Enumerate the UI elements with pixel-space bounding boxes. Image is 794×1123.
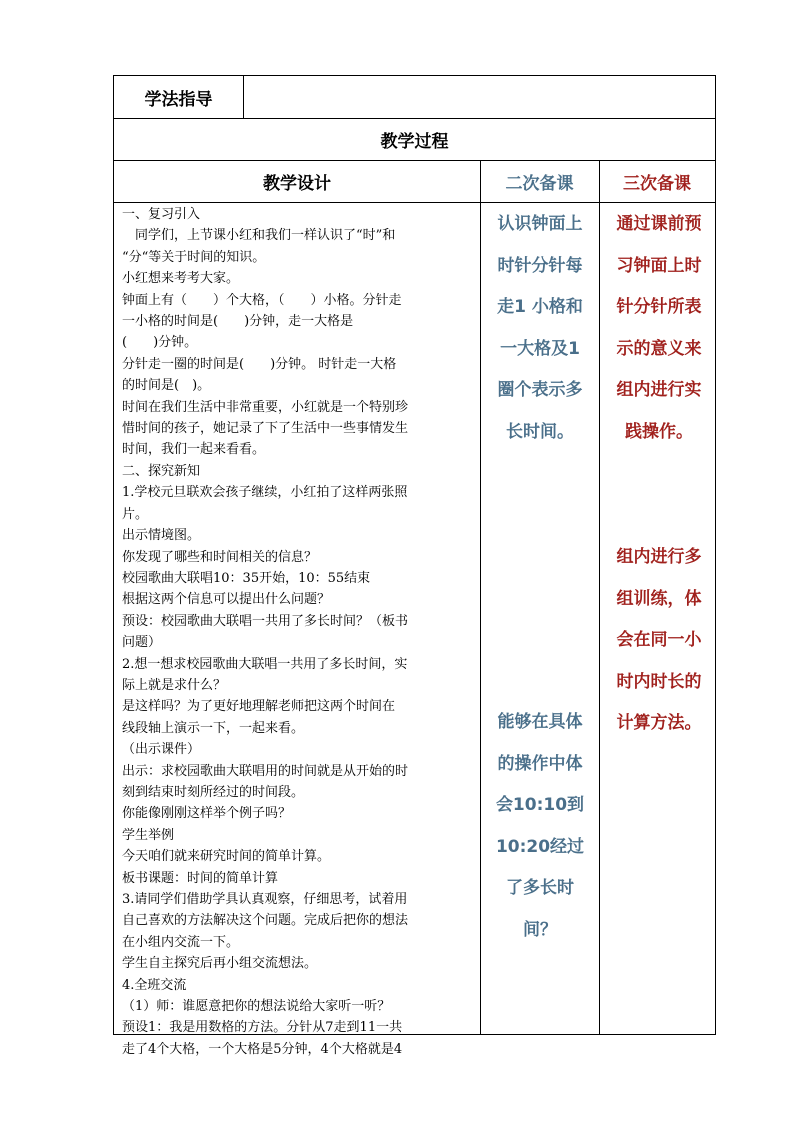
note-line: 的操作中体 bbox=[497, 753, 583, 774]
note-line: 能够在具体 bbox=[497, 712, 583, 732]
lesson-line: 你能像刚刚这样举个例子吗？ bbox=[122, 806, 292, 822]
note-line: 一大格及1 bbox=[500, 338, 580, 359]
lesson-line: 学生举例 bbox=[122, 827, 175, 843]
lesson-line: ( )分钟。 bbox=[122, 335, 198, 351]
note-line: 针分针所表 bbox=[616, 297, 702, 317]
note-line: 组内进行多 bbox=[616, 547, 702, 567]
lesson-line: 走了4个大格，一个大格是5分钟，4个大格就是4 bbox=[122, 1041, 403, 1057]
lesson-line: 学生自主探究后再小组交流想法。 bbox=[122, 956, 318, 972]
note-line: 时针分针每 bbox=[497, 255, 583, 276]
note-line: 时内时长的 bbox=[616, 671, 702, 692]
lesson-line: 你发现了哪些和时间相关的信息？ bbox=[122, 549, 318, 565]
study-guide-content bbox=[244, 76, 717, 118]
lesson-line: 是这样吗？为了更好地理解老师把这两个时间在 bbox=[122, 699, 396, 715]
lesson-line: 在小组内交流一下。 bbox=[122, 934, 240, 950]
note-line: 习钟面上时 bbox=[616, 255, 702, 276]
lesson-plan-table bbox=[113, 75, 716, 1057]
lesson-line: 板书课题：时间的简单计算 bbox=[122, 870, 279, 886]
lesson-line: 时间在我们生活中非常重要，小红就是一个特别珍 bbox=[122, 399, 409, 415]
note-line: 通过课前预 bbox=[616, 214, 702, 234]
lesson-line: 问题） bbox=[122, 635, 162, 651]
lesson-line: 1.学校元旦联欢会孩子继续，小红拍了这样两张照 bbox=[122, 485, 408, 501]
lesson-line: 出示：求校园歌曲大联唱用的时间就是从开始的时 bbox=[122, 763, 409, 779]
col-divider bbox=[599, 160, 600, 1035]
note-line: 圈个表示多 bbox=[497, 380, 583, 400]
lesson-line: 3.请同学们借助学具认真观察，仔细思考，试着用 bbox=[122, 892, 408, 907]
lesson-line: 预设：校园歌曲大联唱一共用了多长时间？（板书 bbox=[122, 613, 409, 629]
lesson-line: 同学们，上节课小红和我们一样认识了“时”和 bbox=[122, 228, 396, 244]
lesson-line: 二、探究新知 bbox=[122, 463, 201, 479]
lesson-line: 根据这两个信息可以提出什么问题？ bbox=[122, 592, 331, 608]
note-line: 认识钟面上 bbox=[497, 214, 583, 234]
process-title: 教学过程 bbox=[380, 131, 449, 152]
second-prep-note bbox=[482, 204, 598, 453]
third-prep-note bbox=[601, 537, 717, 745]
third-prep-note bbox=[601, 204, 717, 453]
lesson-line: 小红想来考考大家。 bbox=[122, 271, 240, 287]
lesson-line: 校园歌曲大联唱10：35开始，10：55结束 bbox=[122, 570, 371, 586]
lesson-line: 预设1：我是用数格的方法。分针从7走到11一共 bbox=[122, 1020, 403, 1036]
second-prep-note bbox=[482, 702, 598, 951]
note-line: 计算方法。 bbox=[616, 713, 702, 733]
lesson-line: 际上就是求什么？ bbox=[122, 677, 227, 693]
lesson-line: 线段轴上演示一下，一起来看。 bbox=[122, 720, 305, 736]
lesson-design-text bbox=[122, 204, 472, 1060]
lesson-line: （出示课件） bbox=[122, 742, 201, 758]
lesson-line: 分针走一圈的时间是( )分钟。 时针走一大格 bbox=[122, 356, 397, 372]
lesson-line: 的时间是( )。 bbox=[122, 378, 211, 394]
note-line: 会在同一小 bbox=[616, 630, 702, 650]
study-guide-label: 学法指导 bbox=[144, 89, 213, 110]
lesson-line: 一、复习引入 bbox=[122, 207, 201, 222]
second-prep-column-header: 二次备课 bbox=[505, 173, 574, 194]
lesson-line: 一小格的时间是( )分钟，走一大格是 bbox=[122, 314, 354, 330]
lesson-line: 钟面上有（ ）个大格，（ ）小格。分针走 bbox=[122, 292, 402, 308]
lesson-line: 4.全班交流 bbox=[122, 977, 187, 993]
note-line: 组内进行实 bbox=[616, 380, 702, 400]
design-column-header: 教学设计 bbox=[263, 173, 331, 194]
lesson-line: 今天咱们就来研究时间的简单计算。 bbox=[122, 849, 331, 865]
note-line: 10:20经过 bbox=[495, 836, 585, 857]
third-prep-column-header: 三次备课 bbox=[623, 173, 691, 194]
note-line: 走1 小格和 bbox=[497, 297, 583, 317]
lesson-line: 2.想一想求校园歌曲大联唱一共用了多长时间，实 bbox=[122, 656, 408, 672]
lesson-line: 片。 bbox=[122, 506, 149, 522]
lesson-line: （1）师：谁愿意把你的想法说给大家听一听？ bbox=[122, 999, 391, 1015]
note-line: 长时间。 bbox=[506, 421, 574, 442]
lesson-line: 惜时间的孩子，她记录了下了生活中一些事情发生 bbox=[122, 421, 409, 437]
note-line: 了多长时 bbox=[506, 878, 574, 898]
note-line: 间？ bbox=[523, 919, 557, 940]
lesson-line: “分“等关于时间的知识。 bbox=[122, 249, 266, 265]
note-line: 示的意义来 bbox=[616, 338, 702, 359]
lesson-line: 时间，我们一起来看看。 bbox=[122, 442, 266, 458]
col-divider bbox=[480, 160, 481, 1035]
note-line: 践操作。 bbox=[625, 421, 693, 442]
lesson-line: 刻到结束时刻所经过的时间段。 bbox=[122, 784, 305, 800]
lesson-line: 自己喜欢的方法解决这个问题。完成后把你的想法 bbox=[122, 913, 409, 929]
lesson-line: 出示情境图。 bbox=[122, 528, 201, 544]
note-line: 会10:10到 bbox=[495, 795, 585, 815]
row-divider bbox=[114, 202, 715, 203]
note-line: 组训练，体 bbox=[616, 588, 702, 609]
